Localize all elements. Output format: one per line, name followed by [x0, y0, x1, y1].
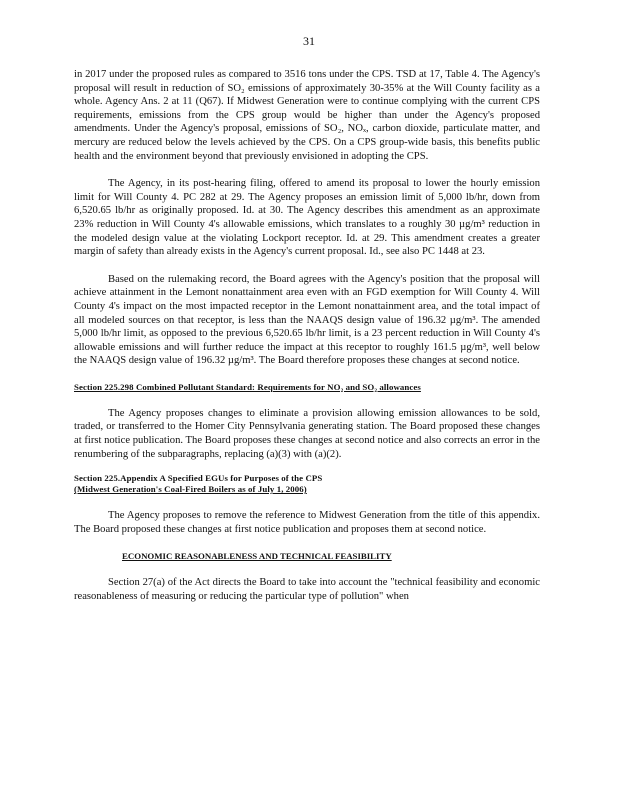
section-heading-225-298: Section 225.298 Combined Pollutant Standard: Requirements for NO₂ and SO₂ allowances — [74, 381, 421, 392]
paragraph-3: Based on the rulemaking record, the Board agrees with the Agency's position that the proposal will achieve attainment in the Lemont nonattainment area even with an FGD exemption for Will County 4. Will County 4's impact on the most impacted receptor in the Lemont nonattainment area, and the total impact of all modeled sources on that receptor, is less than the NAAQS design value of 196.32 µg/m³. The amended 5,000 lb/hr limit, as opposed to the previous 6,520.65 lb/hr limit, is a 23 percent reduction in Will County 4's allowable emissions and will further reduce the impact at this receptor to roughly 161.5 µg/m³, well below the NAAQS design value of 196.32 µg/m³. The Board therefore proposes these changes at second notice. — [74, 273, 540, 367]
paragraph-4: The Agency proposes changes to eliminate a provision allowing emission allowances to be sold, traded, or transferred to the Homer City Pennsylvania generating station. The Board proposed these changes at first notice publication. The Board proposes these changes at second notice and also corrects an error in the renumbering of the subparagraphs, replacing (a)(3) with (a)(2). — [74, 407, 540, 460]
paragraph-2: The Agency, in its post-hearing filing, offered to amend its proposal to lower the hourly emission limit for Will County 4. PC 282 at 29. The Agency proposes an emission limit of 5,000 lb/hr, down from 6,520.65 lb/hr as originally proposed. Id. at 30. The Agency describes this amendment as an approximate 23% reduction in Will County 4's allowable emissions, which translates to a roughly 30 µg/m³ reduction in the modeled design value at the violating Lockport receptor. Id. at 29. This amendment creates a greater margin of safety than already exists in the Agency's current proposal. Id., see also PC 1448 at 23. — [74, 178, 540, 258]
paragraph-5: The Agency proposes to remove the reference to Midwest Generation from the title of this appendix. The Board proposed these changes at first notice publication and proposes them at second notice. — [74, 510, 540, 535]
paragraph-6: Section 27(a) of the Act directs the Board to take into account the "technical feasibility and economic reasonableness of measuring or reducing the particular type of pollution" when — [74, 577, 540, 603]
heading-economic-reasonableness: ECONOMIC REASONABLENESS AND TECHNICAL FEASIBILITY — [122, 551, 392, 562]
page-number: 31 — [303, 34, 315, 48]
section-heading-appendix-a-subtitle: (Midwest Generation's Coal-Fired Boilers as of July 1, 2006) — [74, 484, 307, 495]
paragraph-1: in 2017 under the proposed rules as compared to 3516 tons under the CPS. TSD at 17, Table 4. The Agency's proposal will result in reduction of SO₂ emissions of approximately 30-35% at the Will County facility as a whole. Agency Ans. 2 at 11 (Q67). If Midwest Generation were to continue complying with the current CPS requirements, emissions from the CPS group would be higher than under the Agency's proposed amendments. Under the Agency's proposal, emissions of SO₂, NOₓ, carbon dioxide, particulate matter, and mercury are reduced below the levels achieved by the CPS. On a CPS group-wide basis, this benefits public health and the environment beyond that previously envisioned in adopting the CPS. — [74, 69, 540, 162]
section-heading-appendix-a: Section 225.Appendix A Specified EGUs for Purposes of the CPS — [74, 473, 323, 484]
document-body — [74, 68, 540, 604]
